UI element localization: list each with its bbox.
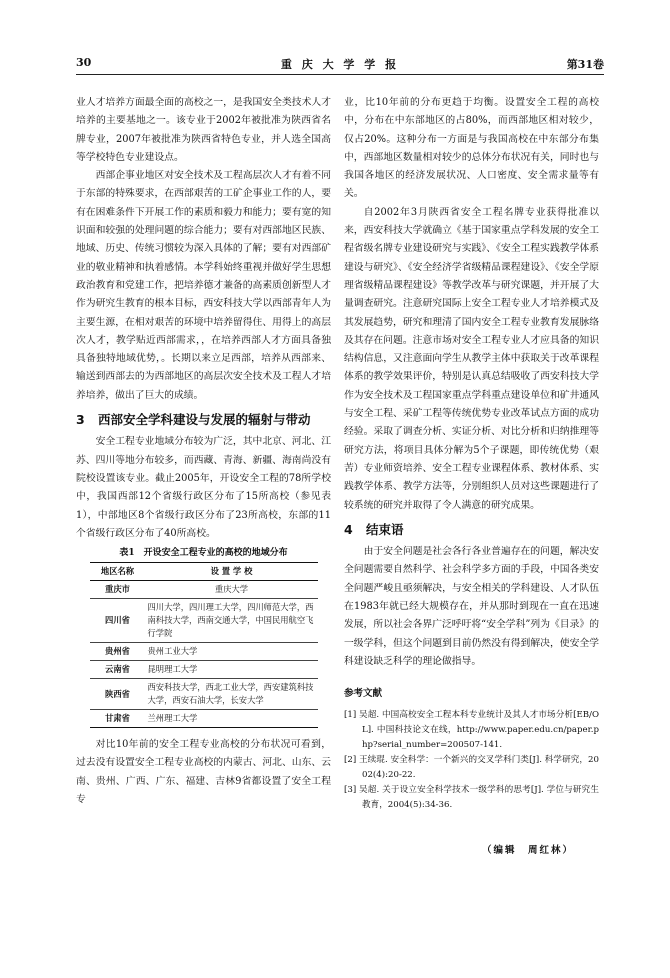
table-header-region: 地区名称 (90, 563, 146, 581)
table-header-schools: 设 置 学 校 (146, 563, 318, 581)
schools-cell: 兰州理工大学 (146, 710, 318, 728)
references-heading: 参考文献 (344, 688, 383, 700)
section-title: 西部安全学科建设与发展的辐射与带动 (98, 412, 311, 428)
table-caption: 表1 开设安全工程专业的高校的地域分布 (119, 548, 288, 559)
section-heading-3 (76, 411, 331, 429)
reference-item: [2] 王续琨. 安全科学：一个新兴的交叉学科门类[J]. 科学研究，2002(4):20-22. (344, 754, 599, 780)
schools-cell: 重庆大学 (146, 581, 318, 599)
region-cell: 云南省 (90, 661, 146, 679)
paragraph: 由于安全问题是社会各行各业普遍存在的问题，解决安全问题需要自然科学、社会科学多方面的手段，中国各类安全问题严峻且亟须解决，与安全相关的学科建设、人才队伍在1983年就已经大规模存在，并从那时到现在一直在迅速发展，所以社会各界广泛呼吁将“安全学科”列为《目录》的一级学科，但这个问题到目前仍然没有得到解决，使安全学科建设缺乏科学的理论做指导。 (344, 546, 599, 667)
table-header-row (90, 563, 318, 581)
schools-cell: 四川大学，四川理工大学，四川师范大学，西南科技大学，西南交通大学，中国民用航空飞行学院 (146, 599, 318, 643)
editor-credit: （编辑 周红林） (481, 845, 574, 856)
region-cell: 陕西省 (90, 679, 146, 710)
volume-label: 第31卷 (566, 58, 604, 71)
journal-title: 重 庆 大 学 学 报 (280, 58, 400, 71)
reference-item: [1] 吴超. 中国高校安全工程本科专业统计及其人才市场分析[EB/OL]. 中国科技论文在线，http://www.paper.edu.cn/paper.php?serial_number=200507-141. (344, 709, 599, 750)
paragraph: 自2002年3月陕西省安全工程名牌专业获得批准以来，西安科技大学就确立《基于国家重点学科发展的安全工程省级名牌专业建设研究与实践》、《安全工程实践教学体系建设与研究》、《安全经济学省级精品课程建设》、《安全学原理省级精品课程建设》等教学改革与研究课题，并开展了大量调查研究。注意研究国际上安全工程专业人才培养模式及其发展趋势，研究和理清了国内安全工程专业教育发展脉络及其存在问题。注意市场对安全工程专业人才应具备的知识结构信息，又注意面向学生从教学主体中获取关于改革课程体系的教学效果评价，特别是认真总结吸收了西安科技大学作为安全技术及工程国家重点学科重点建设单位和矿井通风与安全工程、采矿工程等传统优势专业改革试点方面的成功经验。采取了调查分析、实证分析、对比分析和归纳推理等研究方法，将项目具体分解为5个子课题，即传统优势（艰苦）专业师资培养、安全工程专业课程体系、教材体系、实践教学体系、教学方法等，分别组织人员对这些课题进行了较系统的研究并取得了令人满意的研究成果。 (344, 206, 599, 511)
schools-cell: 贵州工业大学 (146, 643, 318, 661)
paragraph: 安全工程专业地域分布较为广泛，其中北京、河北、江苏、四川等地分布较多，而西藏、青海、新疆、海南尚没有院校设置该专业。截止2005年，开设安全工程的78所学校中，我国西部12个省级行政区分布了15所高校（参见表1），中部地区8个省级行政区分布了23所高校，东部的11个省级行政区分布了40所高校。 (76, 436, 331, 539)
region-cell: 四川省 (90, 599, 146, 643)
table-row (90, 643, 318, 661)
table-row (90, 661, 318, 679)
table-row (90, 581, 318, 599)
region-cell: 重庆市 (90, 581, 146, 599)
paragraph: 业人才培养方面最全面的高校之一，是我国安全类技术人才培养的主要基地之一。该专业于2002年被批准为陕西省名牌专业，2007年被批准为陕西省特色专业，并人选全国高等学校特色专业建设点。 (76, 97, 331, 163)
schools-cell: 昆明理工大学 (146, 661, 318, 679)
section-number: 4 (344, 521, 353, 537)
paragraph: 对比10年前的安全工程专业高校的分布状况可看到，过去没有设置安全工程专业高校的内蒙古、河北、山东、云南、贵州、广西、广东、福建、吉林9省都设置了安全工程专 (76, 739, 331, 806)
running-header (76, 56, 604, 75)
table-row (90, 679, 318, 710)
table-row (90, 710, 318, 728)
region-cell: 甘肃省 (90, 710, 146, 728)
schools-cell: 西安科技大学，西北工业大学，西安建筑科技大学，西安石油大学，长安大学 (146, 679, 318, 710)
paragraph: 西部企事业地区对安全技术及工程高层次人才有着不同于东部的特殊要求，在西部艰苦的工矿企事业工作的人，要有在困难条件下开展工作的素质和毅力和能力；要有宽的知识面和较强的处理问题的综合能力；要有对西部地区民族、地域、历史、传统习惯较为深入具体的了解；要有对西部矿业的敬业精神和执着感情。本学科始终重视并做好学生思想政治教育和党建工作，把培养德才兼备的高素质创新型人才作为研究生教育的根本目标，西安科技大学以西部青年人为主要生源，在相对艰苦的环境中培养留得住、用得上的高层次人才，教学贴近西部需求，，在培养西部人才方面具备独具备独特地域优势，。长期以来立足西部，培养从西部来、输送到西部去的为西部地区的高层次安全技术及工程人才培养培养，做出了巨大的成绩。 (76, 170, 331, 401)
section-heading-4 (344, 521, 599, 539)
reference-item: [3] 吴超. 关于设立安全科学技术一级学科的思考[J]. 学位与研究生教育，2004(5):34-36. (344, 784, 599, 810)
left-column (76, 94, 331, 809)
table-row (90, 599, 318, 643)
section-number: 3 (76, 412, 85, 428)
page-number: 30 (76, 56, 92, 69)
region-cell: 贵州省 (90, 643, 146, 661)
paragraph: 业，比10年前的分布更趋于均衡。设置安全工程的高校中，分布在中东部地区的占80%，而西部地区相对较少，仅占20%。这种分布一方面是与我国高校在中东部分布集中，西部地区数量相对较少的总体分布状况有关，同时也与我国各地区的经济发展状况、人口密度、安全需求量等有关。 (344, 97, 599, 200)
right-column (344, 94, 599, 813)
section-title: 结束语 (366, 521, 404, 537)
region-table (90, 562, 318, 728)
